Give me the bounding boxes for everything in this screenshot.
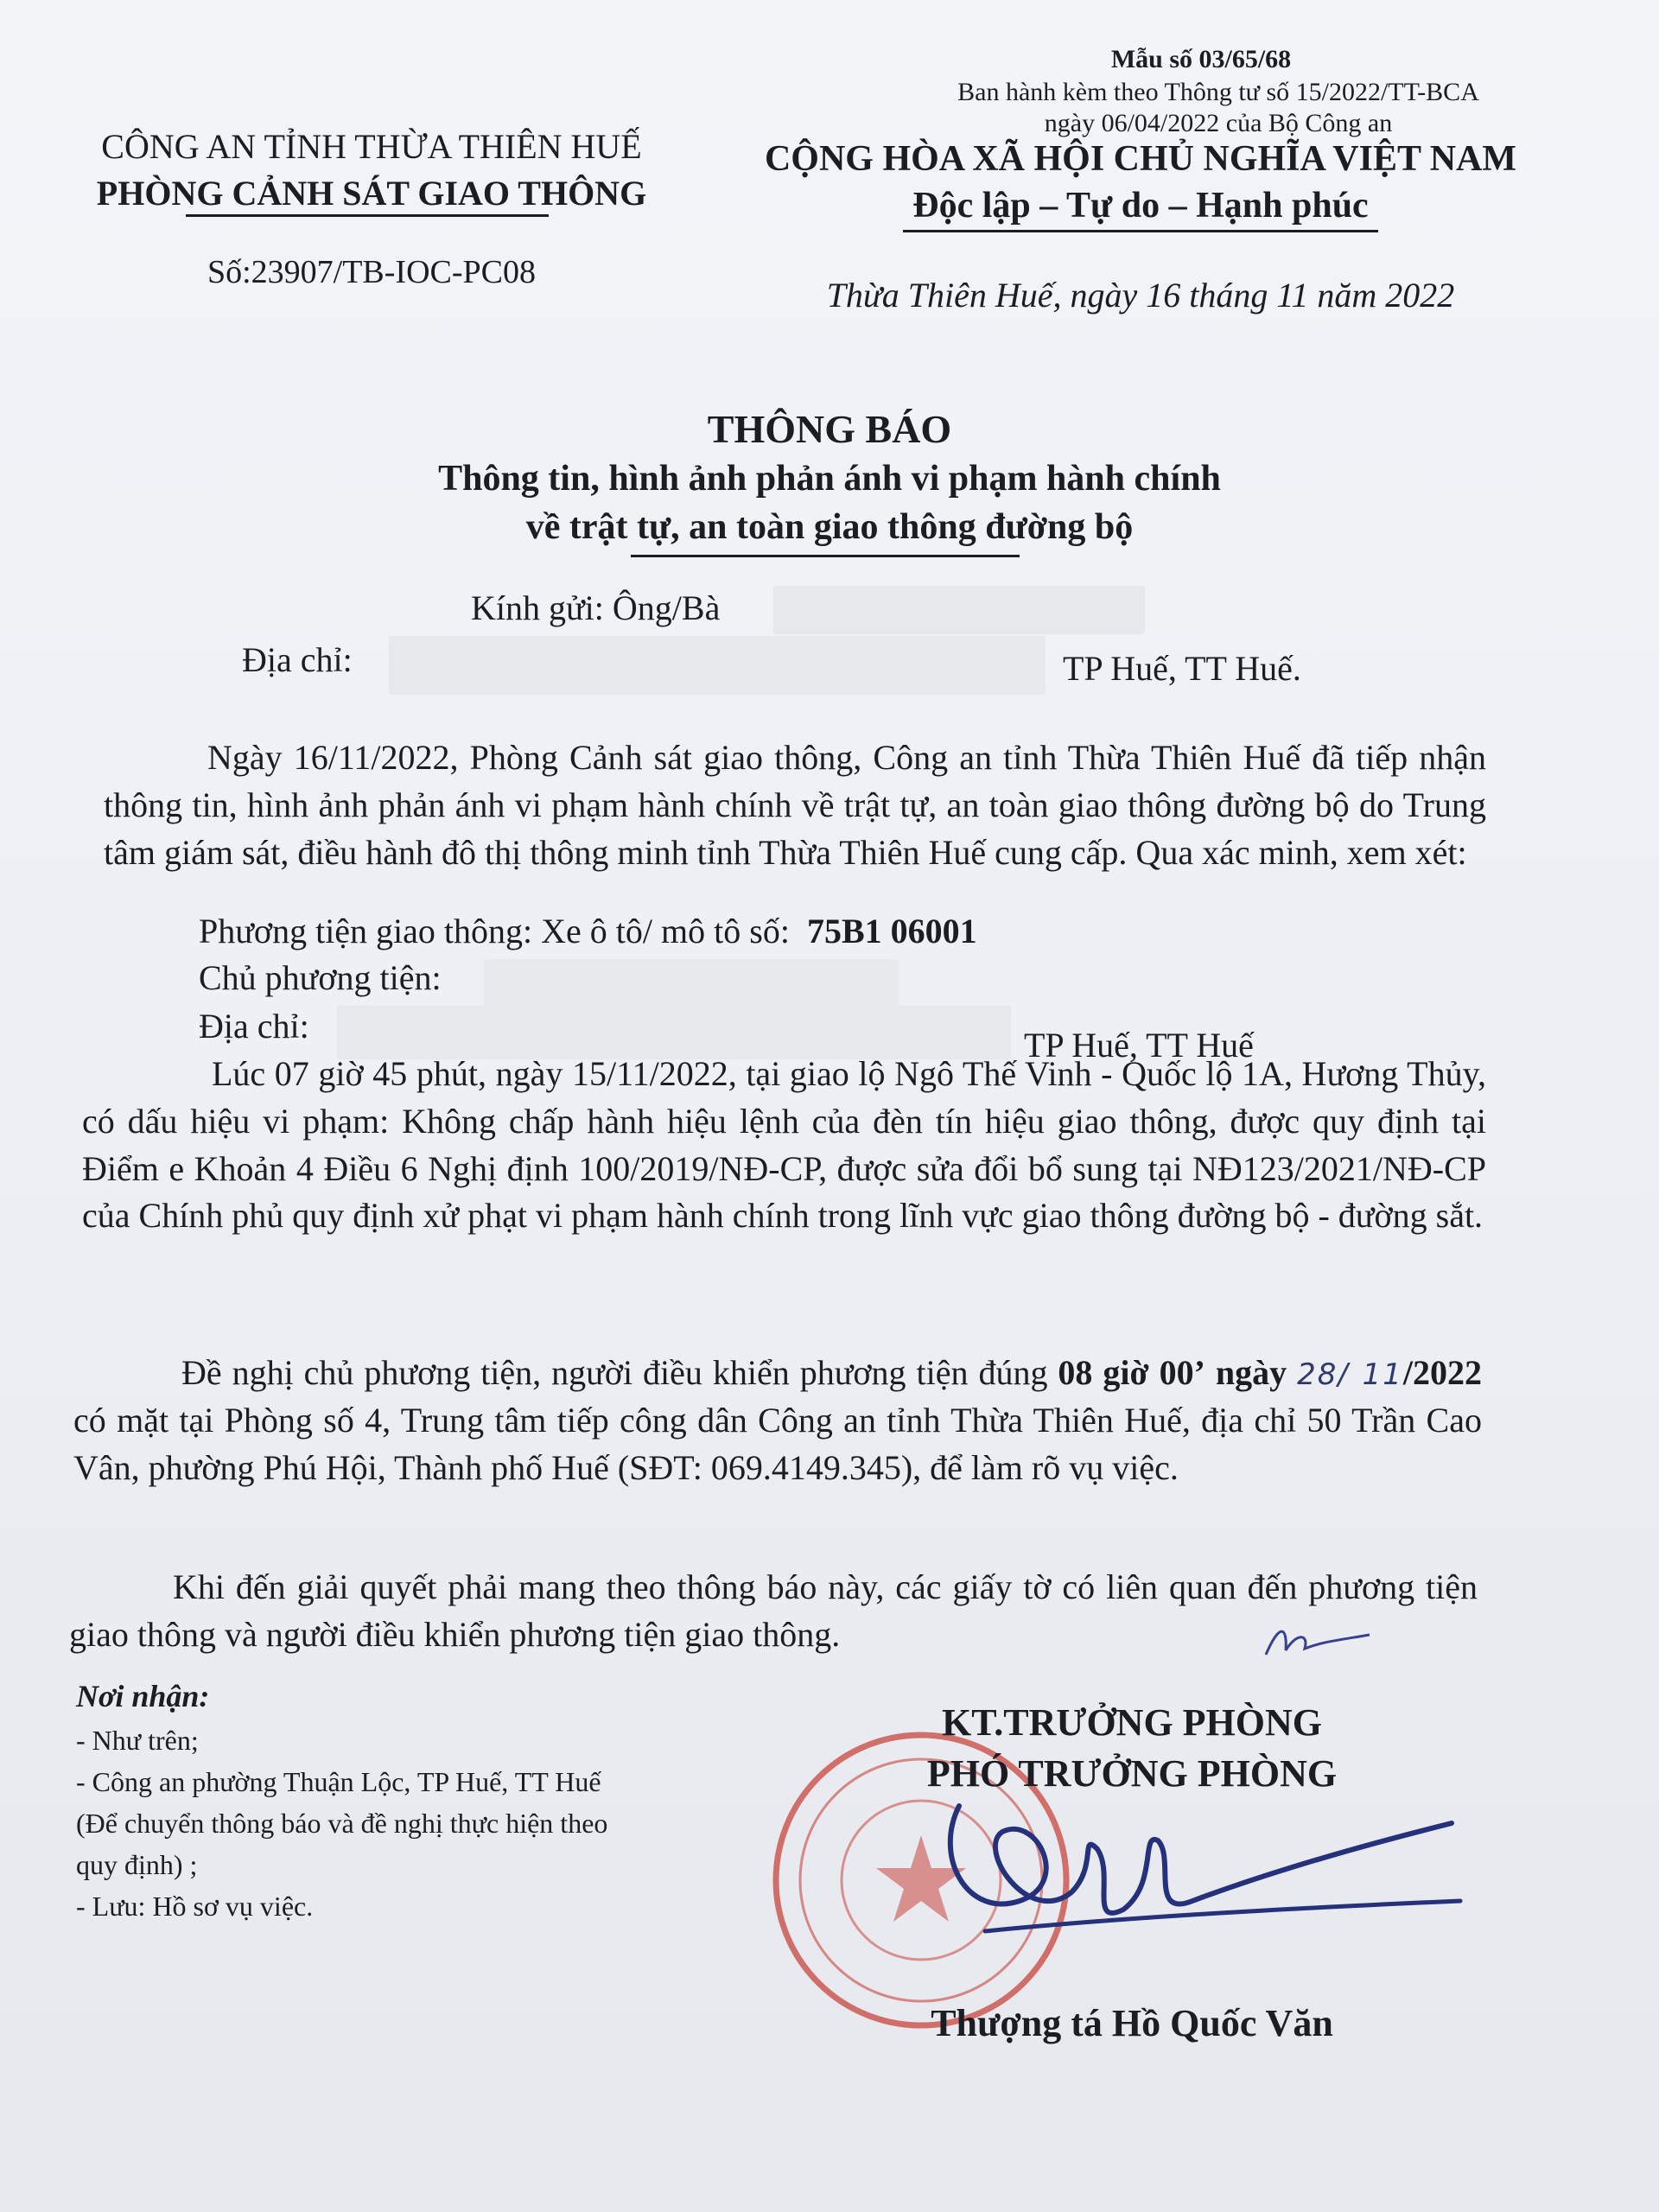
redacted-recipient-address <box>389 636 1046 695</box>
recipient-item: - Lưu: Hồ sơ vụ việc. <box>76 1891 314 1922</box>
recipient-item: - Như trên; <box>76 1725 199 1756</box>
motto-underline <box>903 230 1378 232</box>
owner-address-suffix: TP Huế, TT Huế <box>1024 1026 1254 1065</box>
body-paragraph-violation <box>82 1051 1486 1240</box>
national-title: CỘNG HÒA XÃ HỘI CHỦ NGHĨA VIỆT NAM <box>764 139 1517 179</box>
body-paragraph-summons <box>73 1350 1482 1491</box>
issued-note-line1: Ban hành kèm theo Thông tư số 15/2022/TT-BCA <box>957 78 1479 106</box>
recipients-list <box>76 1673 733 1927</box>
issuing-department: PHÒNG CẢNH SÁT GIAO THÔNG <box>96 174 647 213</box>
summons-text-a: Đề nghị chủ phương tiện, người điều khiển phương tiện đúng <box>181 1353 1048 1392</box>
document-subtitle-line2: về trật tự, an toàn giao thông đường bộ <box>525 507 1134 547</box>
handwritten-signature <box>899 1780 1486 1979</box>
recipients-heading: Nơi nhận: <box>76 1679 210 1713</box>
violation-text: Lúc 07 giờ 45 phút, ngày 15/11/2022, tại giao lộ Ngô Thế Vinh - Quốc lộ 1A, Hương Thủy, có dấu hiệu vi phạm: Không chấp hành hiệu lệnh của đèn tín hiệu giao thông, được quy định tại Điểm e Khoản 4 Điều 6 Nghị định 100/2019/NĐ-CP, được sửa đổi bổ sung tại NĐ123/2021/NĐ-CP của Chính phủ quy định xử phạt vi phạm hành chính trong lĩnh vực giao thông đường bộ - đường sắt. <box>82 1054 1486 1236</box>
owner-label: Chủ phương tiện: <box>199 958 442 997</box>
subtitle-underline <box>631 555 1020 557</box>
national-motto: Độc lập – Tự do – Hạnh phúc <box>912 186 1369 226</box>
place-and-date: Thừa Thiên Huế, ngày 16 tháng 11 năm 2022 <box>826 276 1455 315</box>
initial-mark-icon <box>1262 1616 1374 1668</box>
owner-address-label: Địa chỉ: <box>199 1007 309 1046</box>
issued-note-line2: ngày 06/04/2022 của Bộ Công an <box>1044 109 1393 137</box>
summons-text <box>73 1350 1482 1491</box>
form-number: Mẫu số 03/65/68 <box>1110 45 1292 73</box>
summons-time: 08 giờ 00’ <box>1058 1353 1205 1392</box>
document-number: Số:23907/TB-IOC-PC08 <box>207 254 537 290</box>
summons-year: /2022 <box>1402 1353 1483 1392</box>
recipient-item: (Để chuyển thông báo và đề nghị thực hiện theo <box>76 1808 608 1839</box>
summons-text-b: có mặt tại Phòng số 4, Trung tâm tiếp công dân Công an tỉnh Thừa Thiên Huế, địa chỉ 50 Trần Cao Vân, phường Phú Hội, Thành phố Huế (SĐT: 069.4149.345), để làm rõ vụ việc. <box>73 1400 1482 1487</box>
signer-name: Thượng tá Hồ Quốc Văn <box>931 2002 1333 2044</box>
requirements-text: Khi đến giải quyết phải mang theo thông báo này, các giấy tờ có liên quan đến phương tiện giao thông và người điều khiển phương tiện giao thông. <box>69 1567 1478 1654</box>
recipient-item: quy định) ; <box>76 1849 198 1880</box>
redacted-owner-name <box>484 959 899 1007</box>
recipient-address-label: Địa chỉ: <box>242 640 353 679</box>
issuing-agency: CÔNG AN TỈNH THỪA THIÊN HUẾ <box>101 127 642 166</box>
body-paragraph-intro <box>104 734 1486 876</box>
document-subtitle-line1: Thông tin, hình ảnh phản ánh vi phạm hành chính <box>438 459 1221 499</box>
summons-handwritten-date: 28/ 11 <box>1297 1357 1403 1392</box>
signature-title-line2: PHÓ TRƯỞNG PHÒNG <box>926 1752 1338 1795</box>
recipient-address-suffix: TP Huế, TT Huế. <box>1063 649 1301 688</box>
vehicle-plate: 75B1 06001 <box>806 912 977 950</box>
document-title: THÔNG BÁO <box>707 407 952 451</box>
recipient-item: - Công an phường Thuận Lộc, TP Huế, TT Huế <box>76 1766 601 1797</box>
department-underline <box>186 214 549 217</box>
signature-title-line1: KT.TRƯỞNG PHÒNG <box>942 1701 1322 1744</box>
redacted-recipient-name <box>773 586 1145 634</box>
intro-text: Ngày 16/11/2022, Phòng Cảnh sát giao thông, Công an tỉnh Thừa Thiên Huế đã tiếp nhận thông tin, hình ảnh phản ánh vi phạm hành chính về trật tự, an toàn giao thông đường bộ do Trung tâm giám sát, điều hành đô thị thông minh tỉnh Thừa Thiên Huế cung cấp. Qua xác minh, xem xét: <box>104 738 1486 872</box>
vehicle-label: Phương tiện giao thông: Xe ô tô/ mô tô số: <box>199 912 790 950</box>
vehicle-line <box>199 911 977 951</box>
recipient-greeting: Kính gửi: Ông/Bà <box>471 588 721 627</box>
summons-day-label: ngày <box>1215 1353 1287 1392</box>
